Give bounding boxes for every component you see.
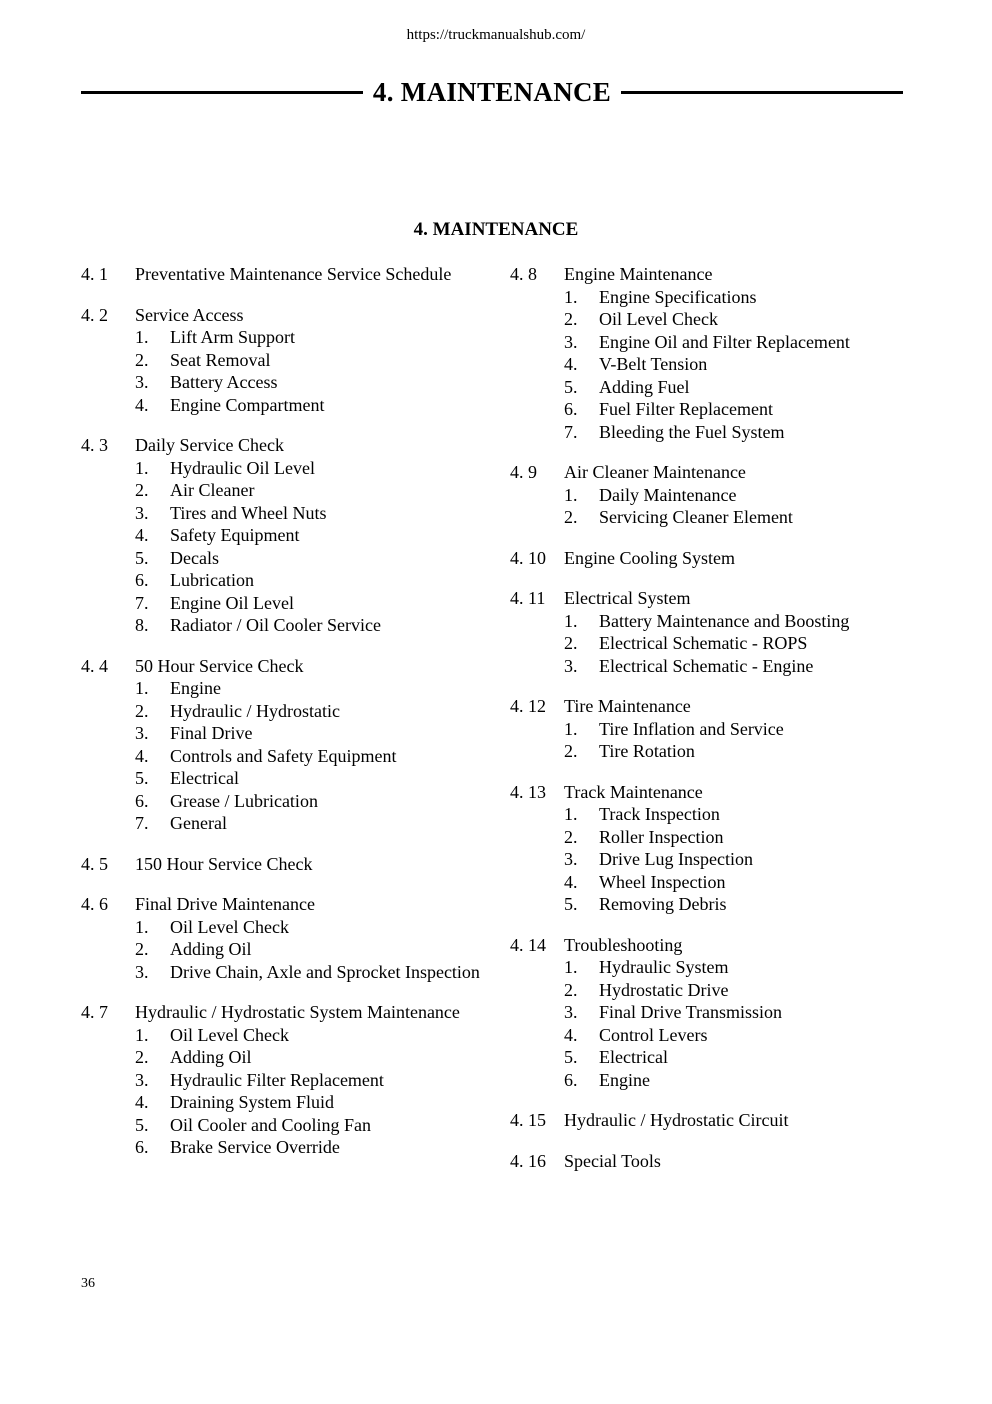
toc-item-label: Hydraulic Filter Replacement — [170, 1069, 384, 1090]
toc-section-title: Electrical System — [564, 588, 691, 608]
toc-item-label: Electrical — [170, 768, 239, 788]
toc-item-number: 4. — [135, 394, 149, 415]
toc-item-label: Grease / Lubrication — [170, 790, 318, 811]
toc-item — [510, 286, 930, 309]
toc-item-number: 3. — [135, 961, 149, 982]
toc-item-number: 4. — [135, 525, 149, 545]
toc-section — [81, 434, 491, 637]
toc-item — [81, 1091, 491, 1114]
toc-item — [510, 1069, 930, 1092]
toc-item-number: 1. — [135, 1024, 149, 1045]
toc-item-list — [81, 1024, 491, 1159]
toc-section — [510, 695, 930, 763]
toc-section — [81, 655, 491, 835]
toc-item-number: 3. — [135, 502, 149, 523]
toc-section-number: 4. 5 — [81, 853, 108, 874]
toc-item — [510, 718, 930, 741]
toc-item-list — [510, 803, 930, 916]
toc-section-title: Hydraulic / Hydrostatic Circuit — [564, 1110, 789, 1130]
toc-section-heading — [510, 781, 930, 804]
toc-item — [510, 1024, 930, 1047]
toc-item-number: 2. — [135, 1047, 149, 1067]
toc-section-number: 4. 12 — [510, 696, 546, 716]
toc-section-title: Troubleshooting — [564, 934, 683, 955]
toc-section — [510, 461, 930, 529]
toc-item — [81, 1069, 491, 1092]
toc-section-heading — [81, 853, 491, 876]
toc-item-number: 1. — [564, 286, 578, 307]
toc-item-number: 3. — [564, 655, 578, 676]
page-number: 36 — [81, 1276, 95, 1291]
header-rule-left — [81, 91, 363, 94]
toc-item-number: 2. — [564, 507, 578, 527]
toc-section — [510, 781, 930, 916]
toc-item-label: Seat Removal — [170, 349, 271, 370]
toc-section-heading — [81, 434, 491, 457]
toc-item-label: Lift Arm Support — [170, 327, 295, 347]
toc-item — [81, 1136, 491, 1159]
toc-section-heading — [510, 587, 930, 610]
toc-item — [510, 740, 930, 763]
toc-item-label: Air Cleaner — [170, 480, 255, 500]
toc-section — [510, 547, 930, 570]
toc-item-number: 1. — [564, 804, 578, 824]
toc-section — [510, 934, 930, 1092]
toc-item-number: 4. — [564, 354, 578, 374]
toc-item-label: Tire Inflation and Service — [599, 718, 784, 739]
toc-item-number: 2. — [564, 979, 578, 1000]
toc-item — [510, 979, 930, 1002]
toc-item — [510, 506, 930, 529]
toc-item-number: 2. — [135, 939, 149, 959]
toc-item — [510, 848, 930, 871]
toc-item-label: Bleeding the Fuel System — [599, 421, 785, 442]
toc-item-label: General — [170, 813, 227, 833]
toc-item — [510, 956, 930, 979]
contents-title: 4. MAINTENANCE — [413, 219, 579, 240]
toc-item-label: Draining System Fluid — [170, 1092, 335, 1112]
toc-item — [81, 524, 491, 547]
toc-item-number: 6. — [564, 399, 578, 419]
toc-item-list — [510, 956, 930, 1091]
contents-column-right — [510, 263, 930, 1190]
toc-item-label: Hydraulic Oil Level — [170, 457, 315, 478]
toc-item-list — [510, 286, 930, 444]
toc-item — [81, 700, 491, 723]
toc-item-number: 2. — [135, 700, 149, 721]
toc-item-number: 2. — [135, 480, 149, 500]
toc-item-list — [81, 677, 491, 835]
toc-section — [81, 893, 491, 983]
toc-item-number: 3. — [564, 1002, 578, 1022]
toc-section-heading — [81, 893, 491, 916]
toc-section-title: Daily Service Check — [135, 435, 284, 455]
toc-section-heading — [510, 1109, 930, 1132]
toc-item — [81, 457, 491, 480]
chapter-title: 4. MAINTENANCE — [372, 76, 612, 107]
toc-item-label: Adding Oil — [170, 1047, 252, 1067]
toc-section-title: Final Drive Maintenance — [135, 894, 315, 914]
toc-item-number: 4. — [135, 745, 149, 766]
source-url: https://truckmanualshub.com/ — [406, 27, 586, 43]
toc-section-title: Engine Cooling System — [564, 547, 735, 568]
toc-item-number: 2. — [564, 633, 578, 653]
toc-section-heading — [510, 695, 930, 718]
toc-section — [81, 1001, 491, 1159]
toc-section-heading — [81, 1001, 491, 1024]
toc-item — [81, 614, 491, 637]
toc-item — [81, 767, 491, 790]
toc-section-number: 4. 14 — [510, 934, 546, 955]
toc-item-label: Fuel Filter Replacement — [599, 399, 773, 419]
toc-item — [510, 655, 930, 678]
toc-item-number: 3. — [135, 372, 149, 392]
toc-item-label: Hydraulic / Hydrostatic — [170, 700, 340, 721]
toc-item — [81, 371, 491, 394]
toc-item-label: V-Belt Tension — [599, 354, 708, 374]
toc-item-label: Tire Rotation — [599, 741, 695, 761]
toc-section-title: Tire Maintenance — [564, 696, 691, 716]
toc-item — [81, 592, 491, 615]
toc-item-label: Safety Equipment — [170, 525, 300, 545]
toc-section-number: 4. 11 — [510, 588, 546, 608]
toc-item-number: 4. — [564, 871, 578, 892]
header-rule-right — [621, 91, 903, 94]
toc-item — [510, 1001, 930, 1024]
toc-item-number: 6. — [135, 570, 149, 590]
toc-item-label: Oil Level Check — [599, 309, 718, 329]
toc-item-label: Engine Oil and Filter Replacement — [599, 331, 850, 352]
toc-section-title: 150 Hour Service Check — [135, 853, 313, 874]
toc-item — [81, 961, 491, 984]
toc-section-number: 4. 7 — [81, 1002, 108, 1022]
toc-section-title: Hydraulic / Hydrostatic System Maintenance — [135, 1002, 460, 1022]
toc-item — [510, 398, 930, 421]
toc-item-label: Electrical Schematic - ROPS — [599, 633, 808, 653]
toc-item-number: 8. — [135, 615, 149, 635]
toc-item-label: Drive Lug Inspection — [599, 849, 753, 869]
toc-section-heading — [81, 304, 491, 327]
toc-item-number: 3. — [135, 723, 149, 743]
toc-item-label: Drive Chain, Axle and Sprocket Inspection — [170, 961, 480, 982]
toc-item-label: Electrical Schematic - Engine — [599, 655, 814, 676]
toc-item-number: 2. — [564, 741, 578, 761]
toc-item-number: 1. — [135, 678, 149, 698]
toc-item — [510, 484, 930, 507]
toc-section — [81, 304, 491, 417]
contents-column-left — [81, 263, 491, 1177]
toc-section-heading — [510, 263, 930, 286]
toc-item-label: Control Levers — [599, 1024, 708, 1045]
toc-item — [81, 790, 491, 813]
toc-item-label: Daily Maintenance — [599, 484, 737, 505]
toc-section — [510, 263, 930, 443]
toc-item-number: 1. — [564, 610, 578, 631]
toc-item-label: Battery Maintenance and Boosting — [599, 610, 850, 631]
toc-item-number: 5. — [135, 547, 149, 568]
toc-item-list — [510, 718, 930, 763]
toc-item-number: 2. — [564, 309, 578, 329]
toc-item-label: Radiator / Oil Cooler Service — [170, 615, 381, 635]
toc-section-number: 4. 15 — [510, 1110, 546, 1130]
toc-item — [81, 1024, 491, 1047]
toc-item-label: Hydrostatic Drive — [599, 979, 729, 1000]
toc-item — [81, 326, 491, 349]
toc-section — [510, 1109, 930, 1132]
toc-item-number: 7. — [564, 421, 578, 442]
toc-item-label: Tires and Wheel Nuts — [170, 502, 327, 523]
toc-section — [510, 587, 930, 677]
toc-item — [81, 722, 491, 745]
toc-item-label: Final Drive — [170, 723, 253, 743]
toc-item-label: Controls and Safety Equipment — [170, 745, 397, 766]
toc-section-heading — [510, 461, 930, 484]
toc-item-number: 5. — [564, 894, 578, 914]
toc-item-number: 3. — [564, 331, 578, 352]
toc-section-number: 4. 13 — [510, 781, 546, 802]
toc-section-title: Engine Maintenance — [564, 264, 713, 284]
toc-item-label: Servicing Cleaner Element — [599, 507, 793, 527]
toc-section — [81, 263, 491, 286]
toc-item — [81, 394, 491, 417]
toc-item — [510, 610, 930, 633]
toc-section-number: 4. 9 — [510, 462, 537, 482]
toc-item-label: Final Drive Transmission — [599, 1002, 783, 1022]
toc-item — [81, 812, 491, 835]
toc-item-label: Removing Debris — [599, 894, 727, 914]
toc-item — [81, 677, 491, 700]
toc-section-number: 4. 3 — [81, 435, 108, 455]
toc-section-heading — [510, 547, 930, 570]
toc-item-label: Oil Cooler and Cooling Fan — [170, 1114, 371, 1135]
toc-item — [510, 803, 930, 826]
toc-item-number: 1. — [135, 457, 149, 478]
toc-item-label: Engine Specifications — [599, 286, 757, 307]
toc-item — [81, 916, 491, 939]
toc-item — [510, 826, 930, 849]
toc-item-list — [81, 457, 491, 637]
toc-item-number: 3. — [135, 1069, 149, 1090]
toc-section-title: Preventative Maintenance Service Schedule — [135, 264, 452, 284]
toc-item-number: 2. — [564, 826, 578, 847]
toc-item-number: 5. — [135, 768, 149, 788]
toc-section-heading — [81, 655, 491, 678]
toc-item-label: Lubrication — [170, 570, 254, 590]
toc-section-title: Air Cleaner Maintenance — [564, 462, 746, 482]
toc-item-number: 5. — [564, 376, 578, 397]
toc-item-label: Oil Level Check — [170, 1024, 289, 1045]
toc-item-list — [81, 916, 491, 984]
toc-section-number: 4. 2 — [81, 304, 108, 325]
toc-section-number: 4. 10 — [510, 547, 546, 568]
toc-section-number: 4. 8 — [510, 264, 537, 284]
toc-item-label: Brake Service Override — [170, 1137, 340, 1157]
toc-item-label: Adding Oil — [170, 939, 252, 959]
toc-item — [510, 893, 930, 916]
toc-item — [81, 569, 491, 592]
toc-section-title: Special Tools — [564, 1150, 661, 1171]
toc-item-number: 4. — [564, 1024, 578, 1045]
toc-section-heading — [510, 1150, 930, 1173]
toc-item-label: Engine Oil Level — [170, 592, 294, 613]
toc-item-label: Oil Level Check — [170, 916, 289, 937]
toc-item-number: 6. — [135, 790, 149, 811]
toc-section-heading — [510, 934, 930, 957]
toc-item-label: Hydraulic System — [599, 957, 729, 977]
toc-item — [510, 421, 930, 444]
toc-item-number: 2. — [135, 349, 149, 370]
toc-item-number: 6. — [564, 1069, 578, 1090]
toc-item-number: 3. — [564, 849, 578, 869]
toc-item — [81, 479, 491, 502]
toc-item — [510, 1046, 930, 1069]
toc-section-number: 4. 16 — [510, 1150, 546, 1171]
toc-item — [81, 745, 491, 768]
toc-item — [510, 376, 930, 399]
toc-item-number: 7. — [135, 592, 149, 613]
toc-item — [81, 502, 491, 525]
toc-item-list — [510, 484, 930, 529]
toc-item-number: 5. — [135, 1114, 149, 1135]
toc-item — [81, 547, 491, 570]
toc-item — [81, 1046, 491, 1069]
toc-item-number: 5. — [564, 1047, 578, 1067]
toc-section — [81, 853, 491, 876]
toc-item-label: Engine — [170, 678, 221, 698]
toc-item — [510, 308, 930, 331]
toc-item — [81, 1114, 491, 1137]
toc-item-label: Adding Fuel — [599, 376, 690, 397]
toc-section-title: Service Access — [135, 304, 244, 325]
toc-item-label: Battery Access — [170, 372, 278, 392]
toc-item-number: 4. — [135, 1092, 149, 1112]
toc-item-label: Engine Compartment — [170, 394, 325, 415]
toc-section-number: 4. 1 — [81, 264, 108, 284]
toc-item-label: Track Inspection — [599, 804, 720, 824]
toc-section-title: 50 Hour Service Check — [135, 655, 304, 676]
toc-section-heading — [81, 263, 491, 286]
toc-item — [510, 353, 930, 376]
toc-item-label: Electrical — [599, 1047, 668, 1067]
toc-item-list — [81, 326, 491, 416]
toc-item — [510, 632, 930, 655]
toc-item-number: 1. — [135, 916, 149, 937]
toc-section-number: 4. 6 — [81, 894, 108, 914]
toc-item — [81, 938, 491, 961]
toc-section-number: 4. 4 — [81, 655, 108, 676]
toc-item-number: 6. — [135, 1137, 149, 1157]
toc-item-label: Engine — [599, 1069, 650, 1090]
toc-item-number: 1. — [564, 484, 578, 505]
toc-item-number: 1. — [564, 718, 578, 739]
toc-item — [81, 349, 491, 372]
toc-item-label: Wheel Inspection — [599, 871, 726, 892]
toc-item — [510, 331, 930, 354]
toc-item-number: 7. — [135, 813, 149, 833]
toc-item-number: 1. — [135, 327, 149, 347]
toc-section-title: Track Maintenance — [564, 781, 703, 802]
toc-item-list — [510, 610, 930, 678]
chapter-header — [81, 72, 903, 112]
toc-item-label: Decals — [170, 547, 219, 568]
toc-item-label: Roller Inspection — [599, 826, 724, 847]
toc-item — [510, 871, 930, 894]
toc-item-number: 1. — [564, 957, 578, 977]
toc-section — [510, 1150, 930, 1173]
